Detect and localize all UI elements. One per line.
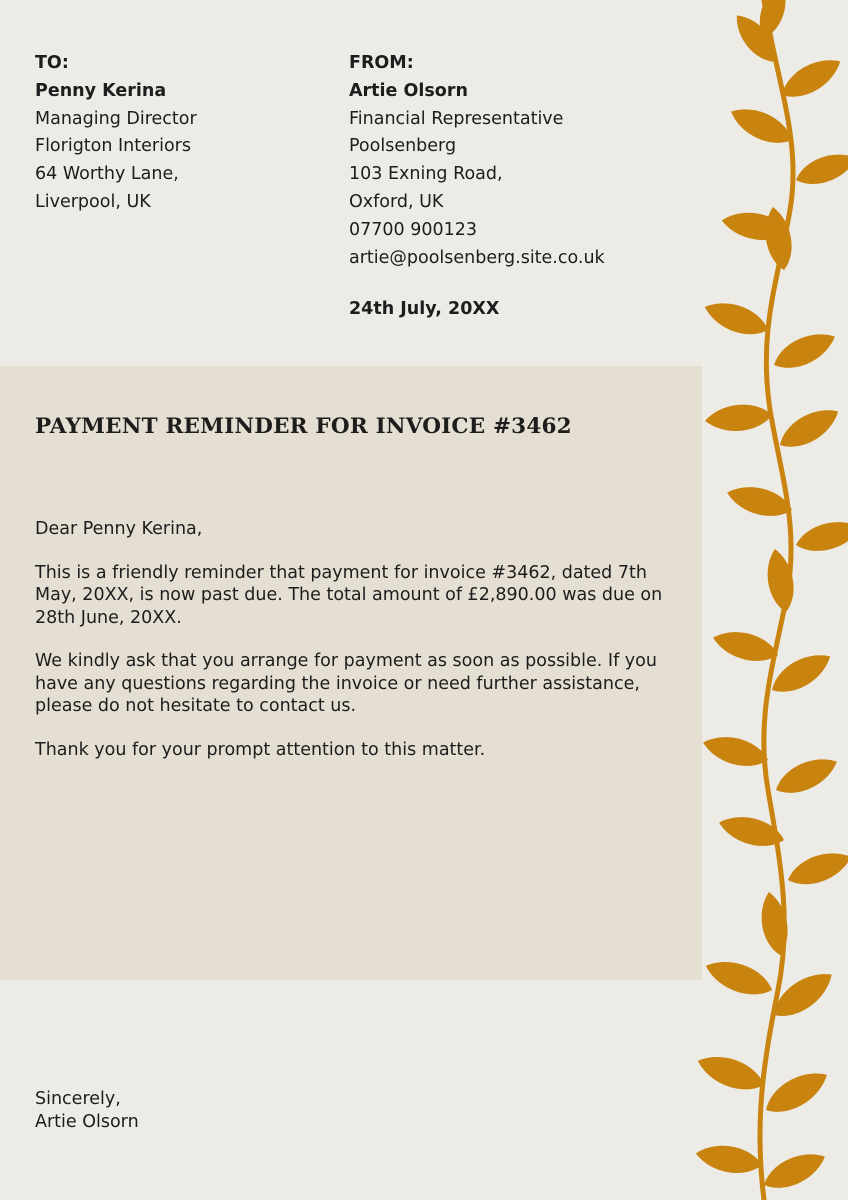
recipient-address-line1: 64 Worthy Lane, — [35, 164, 179, 185]
sender-email[interactable]: artie@poolsenberg.site.co.uk — [349, 247, 605, 268]
sender-name: Artie Olsorn — [349, 80, 468, 101]
signoff: Sincerely, — [35, 1089, 121, 1109]
sender-address-line1: 103 Exning Road, — [349, 164, 503, 185]
sender-company: Poolsenberg — [349, 136, 457, 157]
letter-subject: PAYMENT REMINDER FOR INVOICE #3462 — [35, 414, 572, 439]
recipient-address-line2: Liverpool, UK — [35, 191, 151, 212]
sender-title: Financial Representative — [349, 108, 564, 129]
letter-closing — [35, 1088, 139, 1133]
recipient-name: Penny Kerina — [35, 80, 167, 101]
letter-date: 24th July, 20XX — [349, 299, 500, 320]
greeting: Dear Penny Kerina, — [35, 519, 203, 539]
to-label: TO: — [35, 53, 69, 73]
recipient-title: Managing Director — [35, 108, 197, 129]
from-label: FROM: — [349, 53, 414, 73]
signature-name: Artie Olsorn — [35, 1111, 139, 1132]
body-paragraph-3: Thank you for your prompt attention to this matter. — [35, 739, 486, 760]
sender-phone: 07700 900123 — [349, 219, 478, 240]
letter-body — [35, 518, 675, 782]
recipient-company: Florigton Interiors — [35, 136, 191, 157]
recipient-block — [35, 50, 325, 217]
body-paragraph-2: We kindly ask that you arrange for payment as soon as possible. If you have any questions regarding the invoice or need further assistance, please do not hesitate to contact us. — [35, 651, 657, 716]
sender-address-line2: Oxford, UK — [349, 191, 444, 212]
sender-block — [349, 50, 679, 324]
body-paragraph-1: This is a friendly reminder that payment for invoice #3462, dated 7th May, 20XX, is now past due. The total amount of £2,890.00 was due on 28th June, 20XX. — [35, 562, 663, 628]
vine-decoration-icon — [660, 0, 848, 1200]
